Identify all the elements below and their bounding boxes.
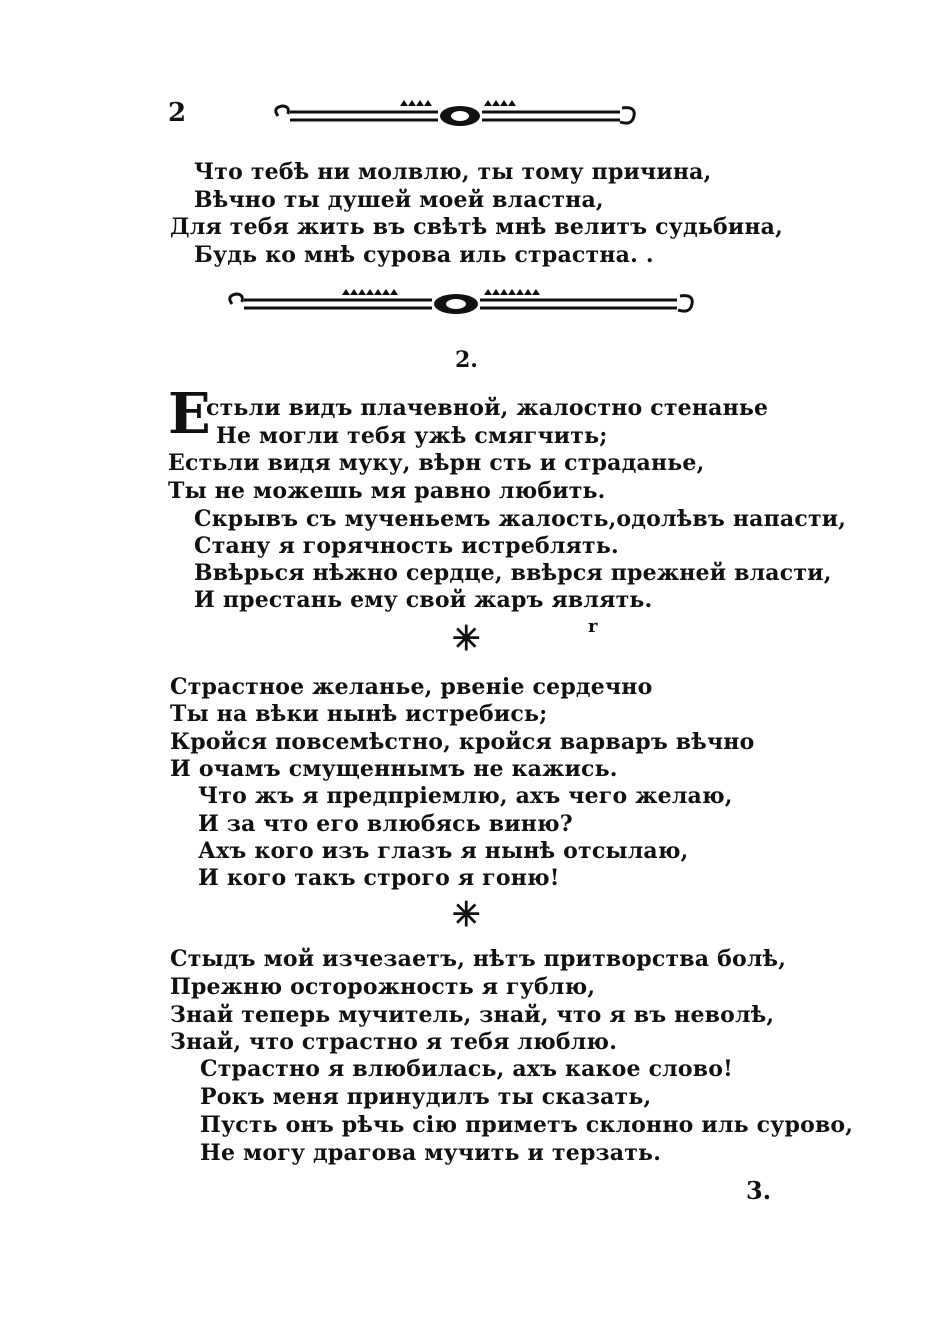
verse-line: Прежню осторожность я гублю,: [170, 974, 596, 1000]
asterisk-divider: ✳: [452, 895, 481, 935]
verse-line: Естьли видя муку, вѣрн сть и страданье,: [168, 450, 705, 476]
page-number: 2: [168, 98, 187, 128]
asterisk-divider: ✳: [452, 619, 481, 659]
verse-line: Не могли тебя ужѣ смягчить;: [216, 423, 608, 449]
verse-line: стьли видъ плачевной, жалостно стенанье: [206, 395, 769, 421]
verse-line: Знай теперь мучитель, знай, что я въ неволѣ,: [170, 1002, 775, 1028]
verse-line: Скрывъ съ мученьемъ жалость,одолѣвъ напасти,: [194, 506, 847, 532]
verse-line: Что тебѣ ни молвлю, ты тому причина,: [194, 159, 712, 185]
drop-cap: Е: [168, 381, 211, 447]
verse-line: Вѣчно ты душей моей властна,: [194, 187, 604, 213]
verse-line: Ввѣрься нѣжно сердце, ввѣрся прежней власти,: [194, 560, 832, 586]
verse-line: Страстно я влюбилась, ахъ какое слово!: [200, 1056, 733, 1082]
verse-line: Ты не можешь мя равно любить.: [168, 478, 606, 504]
verse-line: Для тебя жить въ свѣтѣ мнѣ велитъ судьбина,: [170, 214, 783, 240]
verse-line: Что жъ я предпріемлю, ахъ чего желаю,: [198, 783, 733, 809]
verse-line: Ты на вѣки нынѣ истребись;: [170, 701, 548, 727]
verse-line: И за что его влюбясь виню?: [198, 811, 573, 837]
verse-line: И престань ему свой жаръ являть.: [194, 587, 653, 613]
section-number: 2.: [455, 347, 478, 373]
catchword: 3.: [746, 1176, 772, 1205]
ornament-rule-top: [270, 96, 650, 136]
verse-line: Не могу драгова мучить и терзать.: [200, 1140, 662, 1166]
verse-line: Знай, что страстно я тебя люблю.: [170, 1029, 618, 1055]
verse-line: И очамъ смущеннымъ не кажись.: [170, 756, 618, 782]
verse-line: Стану я горячность истреблять.: [194, 533, 619, 559]
verse-line: Будь ко мнѣ сурова иль страстна. .: [194, 242, 654, 268]
ornament-rule-middle: [222, 286, 702, 322]
verse-line: Страстное желанье, рвеніе сердечно: [170, 674, 653, 700]
verse-line: Кройся повсемѣстно, кройся варваръ вѣчно: [170, 729, 755, 755]
verse-line: И кого такъ строго я гоню!: [198, 865, 560, 891]
stray-print-mark: r: [588, 616, 598, 637]
verse-line: Ахъ кого изъ глазъ я нынѣ отсылаю,: [198, 838, 689, 864]
verse-line: Рокъ меня принудилъ ты сказать,: [200, 1084, 652, 1110]
verse-line: Пусть онъ рѣчь сію приметъ склонно иль сурово,: [200, 1112, 854, 1138]
verse-line: Стыдъ мой изчезаетъ, нѣтъ притворства болѣ,: [170, 946, 787, 972]
